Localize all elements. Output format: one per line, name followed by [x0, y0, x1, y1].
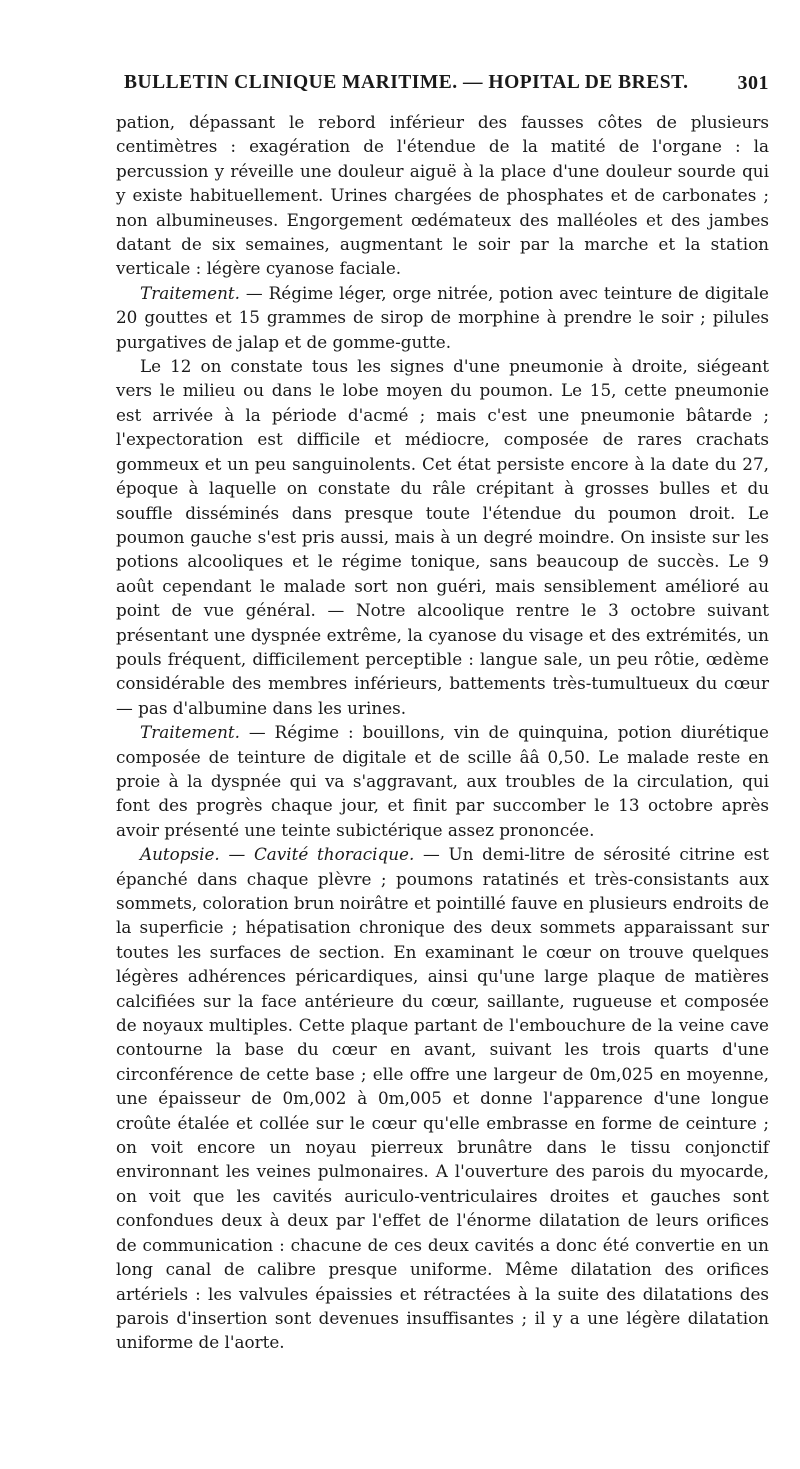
paragraph-lead: Traitement. [140, 282, 240, 303]
paragraph-course [116, 354, 769, 720]
paragraph-text: — Un demi-litre de sérosité citrine est épanché dans chaque plèvre ; poumons ratatinés et très-consistants aux sommets, coloration brun noirâtre et pointillé fauve en plusieurs endroits de la superficie ; hépatisation chronique des deux sommets apparaissant sur toutes les surfaces de section. En examinant le cœur on trouve quelques légères adhérences péricardiques, ainsi qu'une large plaque de matières calcifiées sur la face antérieure du cœur, saillante, rugueuse et composée de noyaux multiples. Cette plaque partant de l'embouchure de la veine cave contourne la base du cœur en avant, suivant les trois quarts d'une circonférence de cette base ; elle offre une largeur de 0m,025 en moyenne, une épaisseur de 0m,002 à 0m,005 et donne l'apparence d'une longue croûte étalée et collée sur le cœur qu'elle embrasse en forme de ceinture ; on voit encore un noyau pierreux brunâtre dans le tissu conjonctif environnant les veines pulmonaires. A l'ouverture des parois du myocarde, on voit que les cavités auriculo-ventriculaires droites et gauches sont confondues deux à deux par l'effet de l'énorme dilatation de leurs orifices de communication : chacune de ces deux cavités a donc été convertie en un long canal de calibre presque uniforme. Même dilatation des orifices artériels : les valvules épaissies et rétractées à la suite des dilatations des parois d'insertion sont devenues insuffisantes ; il y a une légère dilatation uniforme de l'aorte. [116, 844, 769, 1353]
paragraph-continuation [116, 110, 769, 281]
running-title: BULLETIN CLINIQUE MARITIME. — HOPITAL DE BREST. [124, 72, 689, 93]
body-text [116, 110, 769, 1355]
page-header [116, 72, 769, 102]
paragraph-autopsy [116, 842, 769, 1355]
paragraph-text: pation, dépassant le rebord inférieur des fausses côtes de plusieurs centimètres : exagération de l'étendue de la matité de l'organe : la percussion y réveille une douleur aiguë à la place d'une douleur sourde qui y existe habituellement. Urines chargées de phosphates et de carbonates ; non albumineuses. Engorgement œdémateux des malléoles et des jambes datant de six semaines, augmentant le soir par la marche et la station verticale : légère cyanose faciale. [116, 112, 769, 279]
paragraph-lead: Traitement. [140, 722, 240, 743]
paragraph-text: Le 12 on constate tous les signes d'une pneumonie à droite, siégeant vers le milieu ou dans le lobe moyen du poumon. Le 15, cette pneumonie est arrivée à la période d'acmé ; mais c'est une pneumonie bâtarde ; l'expectoration est difficile et médiocre, composée de rares crachats gommeux et un peu sanguinolents. Cet état persiste encore à la date du 27, époque à laquelle on constate du râle crépitant à grosses bulles et du souffle disséminés dans presque toute l'étendue du poumon droit. Le poumon gauche s'est pris aussi, mais à un degré moindre. On insiste sur les potions alcooliques et le régime tonique, sans beaucoup de succès. Le 9 août cependant le malade sort non guéri, mais sensiblement amélioré au point de vue général. — Notre alcoolique rentre le 3 octobre suivant présentant une dyspnée extrême, la cyanose du visage et des extrémités, un pouls fréquent, difficilement perceptible : langue sale, un peu rôtie, œdème considérable des membres inférieurs, battements très-tumultueux du cœur — pas d'albumine dans les urines. [116, 356, 769, 718]
paragraph-text: — Régime : bouillons, vin de quinquina, potion diurétique composée de teinture de digitale et de scille ââ 0,50. Le malade reste en proie à la dyspnée qui va s'aggravant, aux troubles de la circulation, qui font des progrès chaque jour, et finit par succomber le 13 octobre après avoir présenté une teinte subictérique assez prononcée. [116, 722, 769, 840]
document-page [116, 72, 769, 1355]
paragraph-lead: Autopsie. — Cavité thoracique. [140, 844, 415, 865]
page-number: 301 [737, 72, 769, 94]
paragraph-treatment-1 [116, 281, 769, 354]
paragraph-text: — Régime léger, orge nitrée, potion avec teinture de digitale 20 gouttes et 15 grammes de sirop de morphine à prendre le soir ; pilules purgatives de jalap et de gomme-gutte. [116, 282, 769, 352]
paragraph-treatment-2 [116, 720, 769, 842]
